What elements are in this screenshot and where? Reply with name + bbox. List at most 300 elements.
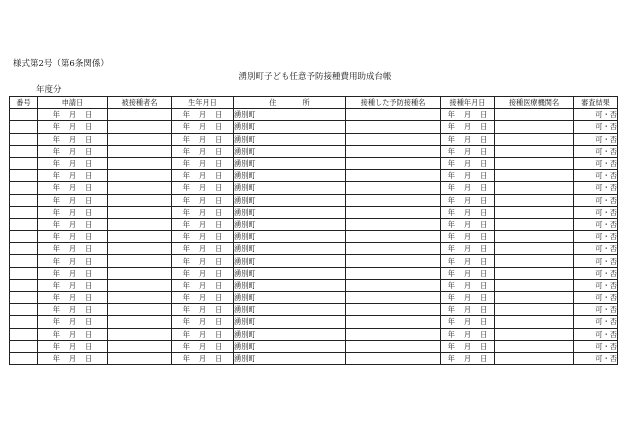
year-label: 年	[182, 232, 190, 242]
cell-result[interactable]: 可・否	[574, 243, 618, 255]
cell-vaccinee-name[interactable]	[108, 182, 172, 194]
cell-vaccination-date[interactable]	[441, 109, 495, 121]
cell-vaccination-date[interactable]	[441, 352, 495, 364]
year-label: 年	[182, 329, 190, 339]
cell-institution[interactable]	[495, 231, 574, 243]
cell-birth-date[interactable]	[172, 182, 234, 194]
month-label: 月	[68, 244, 77, 254]
cell-number[interactable]	[10, 109, 38, 121]
cell-number[interactable]	[10, 279, 38, 291]
cell-result[interactable]: 可・否	[574, 267, 618, 279]
month-label: 月	[68, 219, 77, 229]
cell-application-date[interactable]	[38, 157, 108, 169]
cell-vaccination-date[interactable]	[441, 255, 495, 267]
month-label: 月	[198, 219, 207, 229]
year-label: 年	[52, 183, 60, 193]
day-label: 日	[85, 354, 93, 364]
cell-number[interactable]	[10, 340, 38, 352]
cell-application-date[interactable]	[38, 243, 108, 255]
cell-vaccinee-name[interactable]	[108, 145, 172, 157]
day-label: 日	[215, 146, 223, 156]
cell-address[interactable]: 湧別町	[234, 279, 346, 291]
header-application-date: 申請日	[38, 97, 108, 109]
month-label: 月	[198, 146, 207, 156]
cell-birth-date[interactable]	[172, 255, 234, 267]
day-label: 日	[215, 244, 223, 254]
day-label: 日	[215, 122, 223, 132]
cell-vaccinee-name[interactable]	[108, 206, 172, 218]
year-label: 年	[182, 354, 190, 364]
cell-birth-date[interactable]	[172, 133, 234, 145]
month-label: 月	[68, 207, 77, 217]
subsidy-ledger-table	[9, 96, 618, 365]
cell-vaccine-name[interactable]	[346, 109, 441, 121]
cell-vaccination-date[interactable]	[441, 279, 495, 291]
cell-birth-date[interactable]	[172, 279, 234, 291]
cell-vaccine-name[interactable]	[346, 133, 441, 145]
cell-number[interactable]	[10, 170, 38, 182]
cell-application-date[interactable]	[38, 218, 108, 230]
year-label: 年	[182, 341, 190, 351]
cell-result[interactable]: 可・否	[574, 157, 618, 169]
day-label: 日	[85, 195, 93, 205]
cell-address[interactable]: 湧別町	[234, 304, 346, 316]
cell-vaccinee-name[interactable]	[108, 231, 172, 243]
cell-result[interactable]: 可・否	[574, 133, 618, 145]
cell-institution[interactable]	[495, 121, 574, 133]
cell-application-date[interactable]	[38, 328, 108, 340]
day-label: 日	[85, 317, 93, 327]
cell-address[interactable]: 湧別町	[234, 352, 346, 364]
cell-application-date[interactable]	[38, 206, 108, 218]
year-label: 年	[52, 305, 60, 315]
year-label: 年	[52, 159, 60, 169]
month-label: 月	[463, 268, 472, 278]
cell-institution[interactable]	[495, 206, 574, 218]
day-label: 日	[480, 207, 488, 217]
table-row	[10, 194, 618, 206]
cell-application-date[interactable]	[38, 231, 108, 243]
year-label: 年	[447, 329, 455, 339]
day-label: 日	[85, 159, 93, 169]
cell-number[interactable]	[10, 194, 38, 206]
month-label: 月	[198, 244, 207, 254]
cell-institution[interactable]	[495, 133, 574, 145]
cell-number[interactable]	[10, 316, 38, 328]
day-label: 日	[480, 305, 488, 315]
cell-vaccination-date[interactable]	[441, 157, 495, 169]
cell-address[interactable]: 湧別町	[234, 243, 346, 255]
cell-vaccine-name[interactable]	[346, 328, 441, 340]
cell-vaccinee-name[interactable]	[108, 194, 172, 206]
cell-birth-date[interactable]	[172, 267, 234, 279]
cell-institution[interactable]	[495, 109, 574, 121]
day-label: 日	[85, 256, 93, 266]
day-label: 日	[480, 159, 488, 169]
cell-vaccinee-name[interactable]	[108, 218, 172, 230]
day-label: 日	[85, 232, 93, 242]
year-label: 年	[52, 244, 60, 254]
year-label: 年	[447, 195, 455, 205]
year-label: 年	[182, 219, 190, 229]
year-label: 年	[52, 134, 60, 144]
cell-birth-date[interactable]	[172, 316, 234, 328]
cell-institution[interactable]	[495, 292, 574, 304]
cell-application-date[interactable]	[38, 109, 108, 121]
cell-number[interactable]	[10, 352, 38, 364]
month-label: 月	[198, 354, 207, 364]
cell-birth-date[interactable]	[172, 304, 234, 316]
day-label: 日	[215, 268, 223, 278]
cell-vaccinee-name[interactable]	[108, 267, 172, 279]
cell-vaccination-date[interactable]	[441, 121, 495, 133]
table-row	[10, 292, 618, 304]
cell-vaccine-name[interactable]	[346, 255, 441, 267]
cell-vaccine-name[interactable]	[346, 340, 441, 352]
cell-institution[interactable]	[495, 218, 574, 230]
cell-vaccinee-name[interactable]	[108, 352, 172, 364]
table-row	[10, 170, 618, 182]
year-label: 年	[182, 134, 190, 144]
day-label: 日	[480, 195, 488, 205]
day-label: 日	[215, 305, 223, 315]
cell-birth-date[interactable]	[172, 170, 234, 182]
cell-application-date[interactable]	[38, 292, 108, 304]
cell-number[interactable]	[10, 267, 38, 279]
cell-vaccination-date[interactable]	[441, 206, 495, 218]
cell-institution[interactable]	[495, 255, 574, 267]
cell-number[interactable]	[10, 328, 38, 340]
cell-number[interactable]	[10, 145, 38, 157]
cell-application-date[interactable]	[38, 170, 108, 182]
cell-vaccinee-name[interactable]	[108, 243, 172, 255]
cell-institution[interactable]	[495, 304, 574, 316]
cell-number[interactable]	[10, 255, 38, 267]
table-row	[10, 279, 618, 291]
cell-birth-date[interactable]	[172, 352, 234, 364]
cell-birth-date[interactable]	[172, 340, 234, 352]
header-address	[234, 97, 346, 109]
cell-result[interactable]: 可・否	[574, 109, 618, 121]
year-label: 年	[182, 256, 190, 266]
header-result: 審査結果	[574, 97, 618, 109]
cell-number[interactable]	[10, 206, 38, 218]
year-label: 年	[182, 207, 190, 217]
year-label: 年	[182, 171, 190, 181]
cell-vaccine-name[interactable]	[346, 243, 441, 255]
cell-address[interactable]: 湧別町	[234, 218, 346, 230]
month-label: 月	[463, 183, 472, 193]
year-label: 年	[182, 293, 190, 303]
cell-vaccinee-name[interactable]	[108, 304, 172, 316]
cell-number[interactable]	[10, 121, 38, 133]
cell-application-date[interactable]	[38, 316, 108, 328]
cell-vaccine-name[interactable]	[346, 145, 441, 157]
year-label: 年	[52, 354, 60, 364]
cell-vaccination-date[interactable]	[441, 340, 495, 352]
cell-result[interactable]: 可・否	[574, 182, 618, 194]
cell-vaccination-date[interactable]	[441, 231, 495, 243]
table-row	[10, 133, 618, 145]
cell-vaccine-name[interactable]	[346, 157, 441, 169]
cell-address[interactable]: 湧別町	[234, 316, 346, 328]
cell-application-date[interactable]	[38, 304, 108, 316]
cell-result[interactable]: 可・否	[574, 292, 618, 304]
cell-vaccinee-name[interactable]	[108, 133, 172, 145]
cell-address[interactable]: 湧別町	[234, 292, 346, 304]
cell-vaccinee-name[interactable]	[108, 255, 172, 267]
cell-application-date[interactable]	[38, 121, 108, 133]
cell-institution[interactable]	[495, 352, 574, 364]
cell-result[interactable]: 可・否	[574, 218, 618, 230]
cell-vaccinee-name[interactable]	[108, 157, 172, 169]
cell-birth-date[interactable]	[172, 109, 234, 121]
cell-vaccine-name[interactable]	[346, 279, 441, 291]
month-label: 月	[68, 256, 77, 266]
cell-birth-date[interactable]	[172, 292, 234, 304]
cell-number[interactable]	[10, 133, 38, 145]
cell-number[interactable]	[10, 304, 38, 316]
year-label: 年	[447, 134, 455, 144]
month-label: 月	[198, 195, 207, 205]
cell-address[interactable]: 湧別町	[234, 231, 346, 243]
cell-address[interactable]: 湧別町	[234, 340, 346, 352]
cell-vaccinee-name[interactable]	[108, 170, 172, 182]
cell-birth-date[interactable]	[172, 243, 234, 255]
cell-vaccine-name[interactable]	[346, 352, 441, 364]
day-label: 日	[480, 341, 488, 351]
day-label: 日	[215, 232, 223, 242]
cell-address[interactable]: 湧別町	[234, 255, 346, 267]
day-label: 日	[480, 329, 488, 339]
cell-number[interactable]	[10, 243, 38, 255]
day-label: 日	[215, 207, 223, 217]
day-label: 日	[215, 159, 223, 169]
cell-address[interactable]: 湧別町	[234, 194, 346, 206]
year-label: 年	[447, 305, 455, 315]
cell-vaccination-date[interactable]	[441, 292, 495, 304]
day-label: 日	[215, 110, 223, 120]
cell-address[interactable]: 湧別町	[234, 206, 346, 218]
cell-result[interactable]: 可・否	[574, 255, 618, 267]
cell-result[interactable]: 可・否	[574, 194, 618, 206]
day-label: 日	[480, 146, 488, 156]
month-label: 月	[68, 329, 77, 339]
day-label: 日	[480, 244, 488, 254]
month-label: 月	[463, 244, 472, 254]
year-label: 年	[52, 146, 60, 156]
cell-result[interactable]: 可・否	[574, 328, 618, 340]
month-label: 月	[68, 159, 77, 169]
cell-number[interactable]	[10, 231, 38, 243]
month-label: 月	[198, 293, 207, 303]
cell-vaccinee-name[interactable]	[108, 279, 172, 291]
month-label: 月	[198, 134, 207, 144]
cell-institution[interactable]	[495, 145, 574, 157]
cell-institution[interactable]	[495, 157, 574, 169]
year-label: 年	[52, 293, 60, 303]
day-label: 日	[85, 122, 93, 132]
cell-vaccinee-name[interactable]	[108, 340, 172, 352]
cell-result[interactable]: 可・否	[574, 170, 618, 182]
cell-address[interactable]: 湧別町	[234, 133, 346, 145]
cell-result[interactable]: 可・否	[574, 352, 618, 364]
cell-vaccine-name[interactable]	[346, 194, 441, 206]
cell-address[interactable]: 湧別町	[234, 145, 346, 157]
cell-institution[interactable]	[495, 279, 574, 291]
cell-address[interactable]: 湧別町	[234, 182, 346, 194]
cell-birth-date[interactable]	[172, 206, 234, 218]
day-label: 日	[480, 171, 488, 181]
day-label: 日	[215, 183, 223, 193]
month-label: 月	[68, 268, 77, 278]
cell-vaccine-name[interactable]	[346, 218, 441, 230]
year-label: 年	[447, 207, 455, 217]
cell-vaccinee-name[interactable]	[108, 121, 172, 133]
cell-vaccinee-name[interactable]	[108, 109, 172, 121]
day-label: 日	[85, 146, 93, 156]
month-label: 月	[198, 341, 207, 351]
cell-vaccination-date[interactable]	[441, 170, 495, 182]
cell-birth-date[interactable]	[172, 157, 234, 169]
cell-application-date[interactable]	[38, 352, 108, 364]
fiscal-year-label: 年度分	[36, 85, 62, 95]
cell-vaccine-name[interactable]	[346, 231, 441, 243]
cell-vaccination-date[interactable]	[441, 145, 495, 157]
cell-institution[interactable]	[495, 182, 574, 194]
cell-birth-date[interactable]	[172, 145, 234, 157]
cell-vaccine-name[interactable]	[346, 316, 441, 328]
year-label: 年	[182, 110, 190, 120]
cell-vaccinee-name[interactable]	[108, 328, 172, 340]
day-label: 日	[215, 354, 223, 364]
day-label: 日	[215, 171, 223, 181]
cell-vaccine-name[interactable]	[346, 267, 441, 279]
cell-institution[interactable]	[495, 340, 574, 352]
cell-vaccinee-name[interactable]	[108, 292, 172, 304]
month-label: 月	[463, 305, 472, 315]
table-row	[10, 109, 618, 121]
cell-institution[interactable]	[495, 267, 574, 279]
cell-number[interactable]	[10, 157, 38, 169]
cell-vaccine-name[interactable]	[346, 170, 441, 182]
cell-vaccination-date[interactable]	[441, 182, 495, 194]
cell-institution[interactable]	[495, 170, 574, 182]
day-label: 日	[85, 305, 93, 315]
cell-address[interactable]: 湧別町	[234, 109, 346, 121]
cell-vaccination-date[interactable]	[441, 328, 495, 340]
cell-result[interactable]: 可・否	[574, 279, 618, 291]
cell-birth-date[interactable]	[172, 328, 234, 340]
cell-vaccination-date[interactable]	[441, 267, 495, 279]
year-label: 年	[447, 341, 455, 351]
year-label: 年	[52, 268, 60, 278]
cell-result[interactable]: 可・否	[574, 206, 618, 218]
cell-vaccination-date[interactable]	[441, 243, 495, 255]
cell-birth-date[interactable]	[172, 194, 234, 206]
cell-vaccination-date[interactable]	[441, 194, 495, 206]
day-label: 日	[215, 280, 223, 290]
cell-result[interactable]: 可・否	[574, 231, 618, 243]
cell-application-date[interactable]	[38, 145, 108, 157]
cell-application-date[interactable]	[38, 194, 108, 206]
year-label: 年	[52, 219, 60, 229]
cell-vaccine-name[interactable]	[346, 182, 441, 194]
day-label: 日	[480, 256, 488, 266]
cell-number[interactable]	[10, 182, 38, 194]
cell-application-date[interactable]	[38, 133, 108, 145]
cell-result[interactable]: 可・否	[574, 121, 618, 133]
document-title: 湧別町子ども任意予防接種費用助成台帳	[238, 72, 392, 82]
cell-result[interactable]: 可・否	[574, 304, 618, 316]
day-label: 日	[85, 183, 93, 193]
cell-number[interactable]	[10, 292, 38, 304]
table-row	[10, 206, 618, 218]
cell-vaccination-date[interactable]	[441, 133, 495, 145]
cell-application-date[interactable]	[38, 340, 108, 352]
table-row	[10, 304, 618, 316]
cell-institution[interactable]	[495, 316, 574, 328]
cell-birth-date[interactable]	[172, 231, 234, 243]
cell-application-date[interactable]	[38, 182, 108, 194]
header-row	[10, 97, 618, 109]
header-address-right: 所	[302, 98, 310, 108]
day-label: 日	[215, 134, 223, 144]
cell-address[interactable]: 湧別町	[234, 170, 346, 182]
cell-vaccinee-name[interactable]	[108, 316, 172, 328]
cell-institution[interactable]	[495, 243, 574, 255]
cell-vaccine-name[interactable]	[346, 304, 441, 316]
cell-address[interactable]: 湧別町	[234, 121, 346, 133]
cell-vaccination-date[interactable]	[441, 218, 495, 230]
table-row	[10, 218, 618, 230]
cell-number[interactable]	[10, 218, 38, 230]
month-label: 月	[198, 305, 207, 315]
header-birth-date: 生年月日	[172, 97, 234, 109]
month-label: 月	[68, 341, 77, 351]
cell-vaccine-name[interactable]	[346, 292, 441, 304]
cell-application-date[interactable]	[38, 279, 108, 291]
cell-birth-date[interactable]	[172, 218, 234, 230]
cell-application-date[interactable]	[38, 267, 108, 279]
month-label: 月	[198, 159, 207, 169]
cell-vaccination-date[interactable]	[441, 316, 495, 328]
cell-vaccine-name[interactable]	[346, 121, 441, 133]
cell-address[interactable]: 湧別町	[234, 328, 346, 340]
month-label: 月	[198, 207, 207, 217]
year-label: 年	[182, 146, 190, 156]
cell-address[interactable]: 湧別町	[234, 157, 346, 169]
cell-vaccination-date[interactable]	[441, 304, 495, 316]
cell-institution[interactable]	[495, 328, 574, 340]
day-label: 日	[480, 317, 488, 327]
cell-result[interactable]: 可・否	[574, 316, 618, 328]
cell-result[interactable]: 可・否	[574, 145, 618, 157]
day-label: 日	[215, 341, 223, 351]
cell-application-date[interactable]	[38, 255, 108, 267]
cell-result[interactable]: 可・否	[574, 340, 618, 352]
header-number: 番号	[10, 97, 38, 109]
day-label: 日	[215, 219, 223, 229]
month-label: 月	[198, 122, 207, 132]
year-label: 年	[182, 305, 190, 315]
cell-institution[interactable]	[495, 194, 574, 206]
cell-address[interactable]: 湧別町	[234, 267, 346, 279]
cell-vaccine-name[interactable]	[346, 206, 441, 218]
month-label: 月	[68, 110, 77, 120]
month-label: 月	[68, 317, 77, 327]
cell-birth-date[interactable]	[172, 121, 234, 133]
